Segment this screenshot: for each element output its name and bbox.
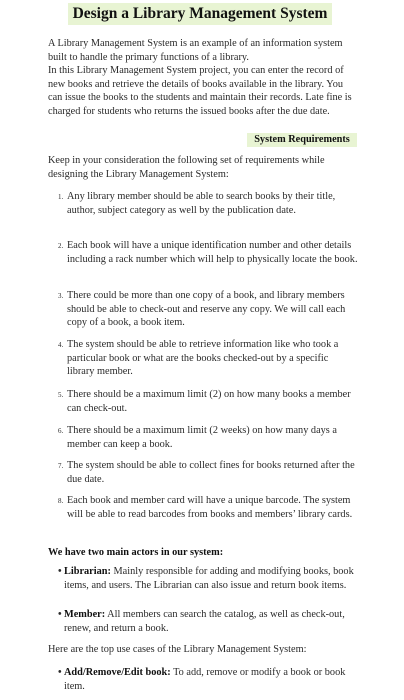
requirement-text: The system should be able to retrieve information like who took a particular book or what are the books checked-out by a specific library member. — [67, 339, 339, 378]
use-case-text: To add, remove or modify a book or book item. — [64, 667, 346, 692]
requirement-item — [58, 239, 358, 266]
bullet-icon: • — [58, 566, 62, 577]
requirement-number: 2. — [58, 242, 64, 250]
requirement-text: Each book and member card will have a unique barcode. The system will be able to read barcodes from books and members’ library cards. — [67, 495, 353, 520]
requirement-item — [58, 494, 358, 521]
requirement-item — [58, 289, 358, 330]
use-case-item — [58, 666, 356, 693]
requirement-item — [58, 338, 358, 379]
actor-term: Librarian: — [64, 566, 111, 577]
requirement-item — [58, 424, 358, 451]
requirements-heading: System Requirements — [247, 133, 357, 147]
requirements-lead: Keep in your consideration the following set of requirements while designing the Library Management System: — [48, 155, 325, 180]
requirement-number: 8. — [58, 497, 64, 505]
actor-item — [58, 608, 356, 635]
use-cases-lead: Here are the top use cases of the Library Management System: — [48, 644, 307, 655]
bullet-icon: • — [58, 667, 62, 678]
actor-item — [58, 565, 356, 592]
requirement-item — [58, 190, 358, 217]
bullet-icon: • — [58, 609, 62, 620]
use-case-description — [64, 666, 356, 693]
requirement-text: There could be more than one copy of a book, and library members should be able to check-out and reserve any copy. We will call each copy of a book, a book item. — [67, 290, 346, 329]
requirement-item — [58, 459, 358, 486]
requirement-text: Any library member should be able to search books by their title, author, subject category as well by the publication date. — [67, 191, 336, 216]
requirement-number: 6. — [58, 427, 64, 435]
requirement-number: 3. — [58, 292, 64, 300]
requirement-text: There should be a maximum limit (2 weeks) on how many days a member can keep a book. — [67, 425, 337, 450]
requirement-text: The system should be able to collect fines for books returned after the due date. — [67, 460, 355, 485]
requirement-number: 1. — [58, 193, 64, 201]
requirement-text: There should be a maximum limit (2) on how many books a member can check-out. — [67, 389, 351, 414]
intro-paragraph: A Library Management System is an example of an information system built to handle the primary functions of a library. — [48, 38, 343, 63]
requirement-text: Each book will have a unique identification number and other details including a rack number which will help to physically locate the book. — [67, 240, 358, 265]
requirement-item — [58, 388, 358, 415]
use-case-term: Add/Remove/Edit book: — [64, 667, 171, 678]
actor-text: Mainly responsible for adding and modifying books, book items, and users. The Librarian can also issue and return book items. — [64, 566, 354, 591]
actor-term: Member: — [64, 609, 106, 620]
requirement-number: 7. — [58, 462, 64, 470]
intro-paragraph: In this Library Management System project, you can enter the record of new books and retrieve the details of books available in the library. You can issue the books to the students and maintain their records. Late fine is charged for students who returns the issued books after the due date. — [48, 65, 352, 117]
actor-text: All members can search the catalog, as well as check-out, renew, and return a book. — [64, 609, 345, 634]
actor-description — [64, 608, 356, 635]
requirement-number: 5. — [58, 391, 64, 399]
page-title: Design a Library Management System — [68, 3, 332, 25]
requirement-number: 4. — [58, 341, 64, 349]
actor-description — [64, 565, 356, 592]
actors-heading: We have two main actors in our system: — [48, 547, 224, 558]
